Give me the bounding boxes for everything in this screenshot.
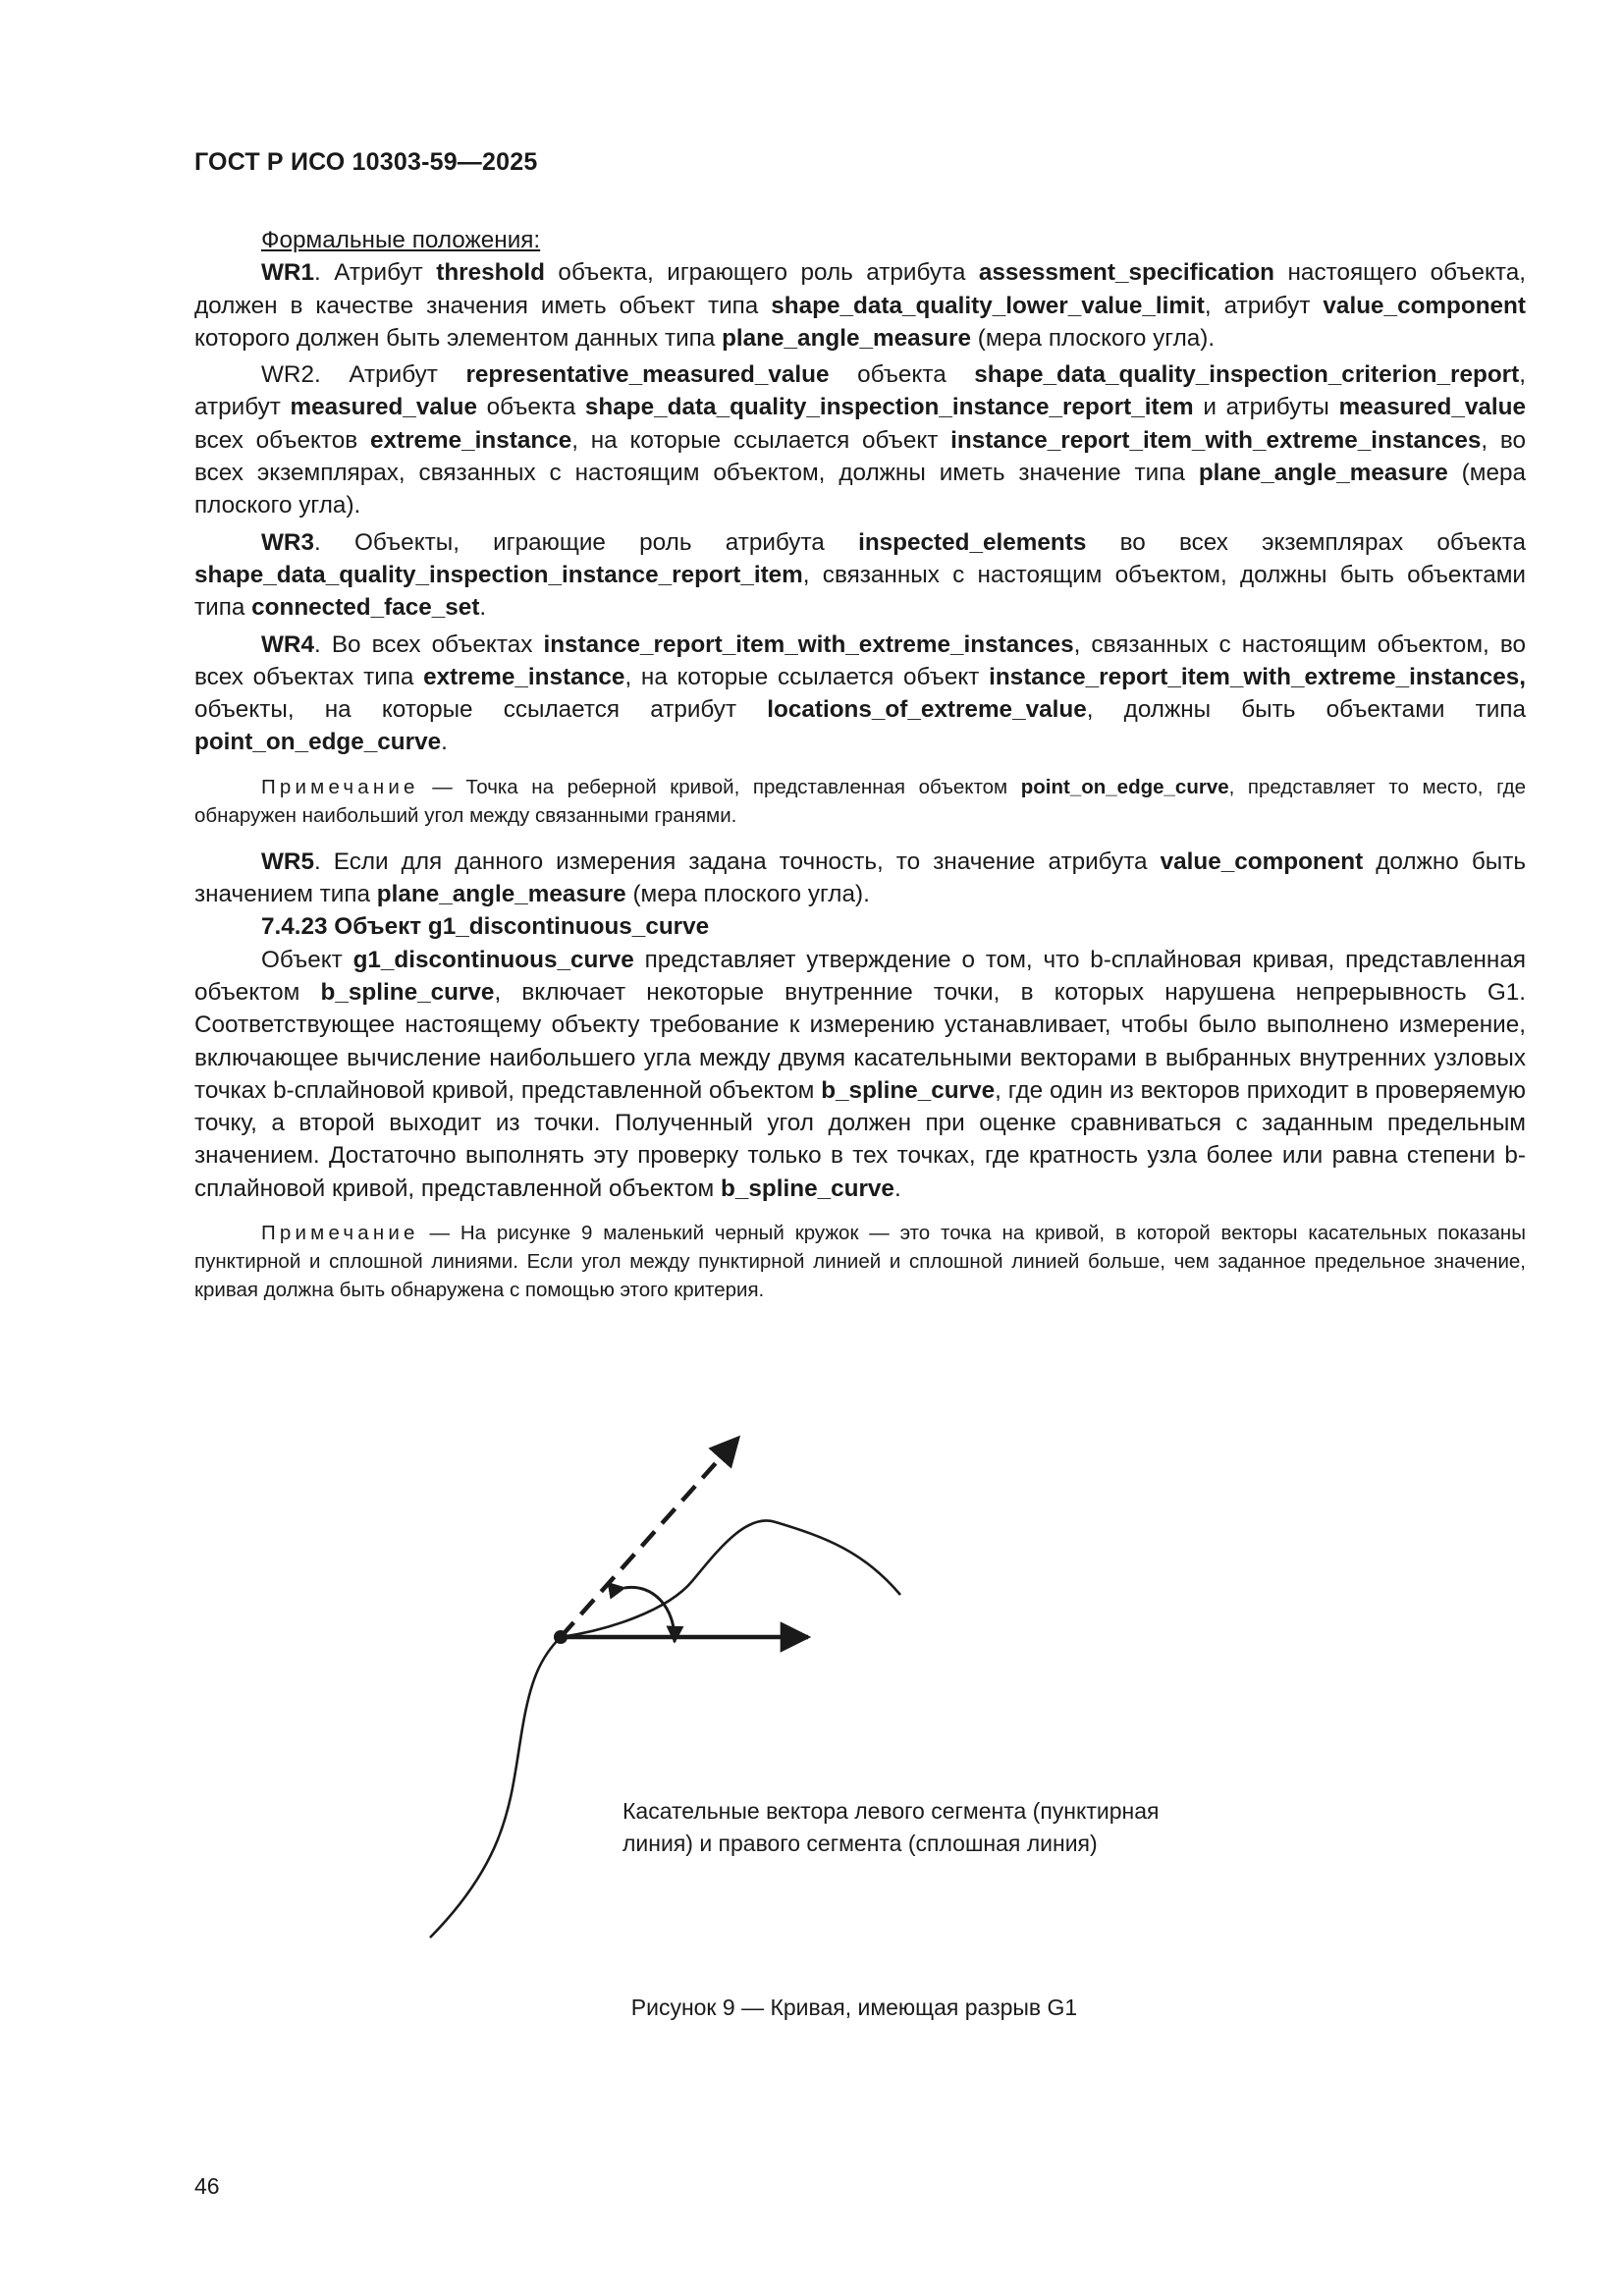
page-number: 46	[194, 2173, 220, 2199]
rule-wr1: WR1. Атрибут threshold объекта, играющего роль атрибута assessment_specification настоящего объекта, должен в качестве значения иметь объект типа shape_data_quality_lower_value_limit, атрибут value_component которого должен быть элементом данных типа plane_angle_measure (мера плоского угла).	[194, 259, 1527, 352]
section-heading: 7.4.23 Объект g1_discontinuous_curve	[261, 913, 710, 941]
rule-wr4: WR4. Во всех объектах instance_report_item_with_extreme_instances, связанных с настоящим объектом, во всех объектах типа extreme_instance, на которые ссылается объект instance_report_item_with_extreme_instances, объекты, на которые ссылается атрибут locations_of_extreme_value, должны быть объектами типа point_on_edge_curve.	[194, 630, 1527, 756]
formal-statements-title: Формальные положения:	[261, 227, 541, 253]
dashed-tangent-vector	[561, 1438, 738, 1637]
angle-arc	[624, 1587, 675, 1642]
rule-wr3: WR3. Объекты, играющие роль атрибута inspected_elements во всех экземплярах объекта shape_data_quality_inspection_instance_report_item, связанных с настоящим объектом, должны быть объектами типа connected_face_set.	[194, 528, 1526, 622]
document-header: ГОСТ Р ИСО 10303-59—2025	[194, 148, 538, 176]
note-1: Примечание — Точка на реберной кривой, представленная объектом point_on_edge_curve, представляет то место, где обнаружен наибольший угол между связанными гранями.	[194, 775, 1526, 827]
discontinuity-point	[554, 1630, 568, 1644]
curve-right-segment	[561, 1520, 900, 1637]
main-text	[194, 224, 1526, 1320]
note-label: Примечание	[261, 775, 419, 798]
rule-wr2: WR2. Атрибут representative_measured_value объекта shape_data_quality_inspection_criterion_report, атрибут measured_value объекта shape_data_quality_inspection_instance_report_item и атрибуты measured_value всех объектов extreme_instance, на которые ссылается объект instance_report_item_with_extreme_instances, во всех экземплярах, связанных с настоящим объектом, должны иметь значение типа plane_angle_measure (мера плоского угла).	[194, 361, 1527, 519]
section-paragraph: Объект g1_discontinuous_curve представляет утверждение о том, что b-сплайновая кривая, представленная объектом b_spline_curve, включает некоторые внутренние точки, в которых нарушена непрерывность G1. Соответствующее настоящему объекту требование к измерению устанавливает, чтобы было выполнено измерение, включающее вычисление наибольшего угла между двумя касательными векторами в выбранных внутренних узловых точках b-сплайновой кривой, представленной объектом b_spline_curve, где один из векторов приходит в проверяемую точку, а второй выходит из точки. Полученный угол должен при оценке сравниваться с заданным предельным значением. Достаточно выполнять эту проверку только в тех точках, где кратность узла более или равна степени b-сплайновой кривой, представленной объектом b_spline_curve.	[194, 946, 1526, 1202]
figure-caption: Рисунок 9 — Кривая, имеющая разрыв G1	[630, 1995, 1078, 2020]
note-2: Примечание — На рисунке 9 маленький черный кружок — это точка на кривой, в которой векторы касательных показаны пунктирной и сплошной линиями. Если угол между пунктирной линией и сплошной линией больше, чем заданное предельное значение, кривая должна быть обнаружена с помощью этого критерия.	[194, 1222, 1526, 1302]
rule-wr5: WR5. Если для данного измерения задана точность, то значение атрибута value_component должно быть значением типа plane_angle_measure (мера плоского угла).	[194, 847, 1526, 908]
note-label: Примечание	[261, 1222, 419, 1245]
curve-left-segment	[430, 1637, 561, 1938]
figure-annotation: Касательные вектора левого сегмента (пунктирная линия) и правого сегмента (сплошная линия)	[622, 1798, 1160, 1856]
